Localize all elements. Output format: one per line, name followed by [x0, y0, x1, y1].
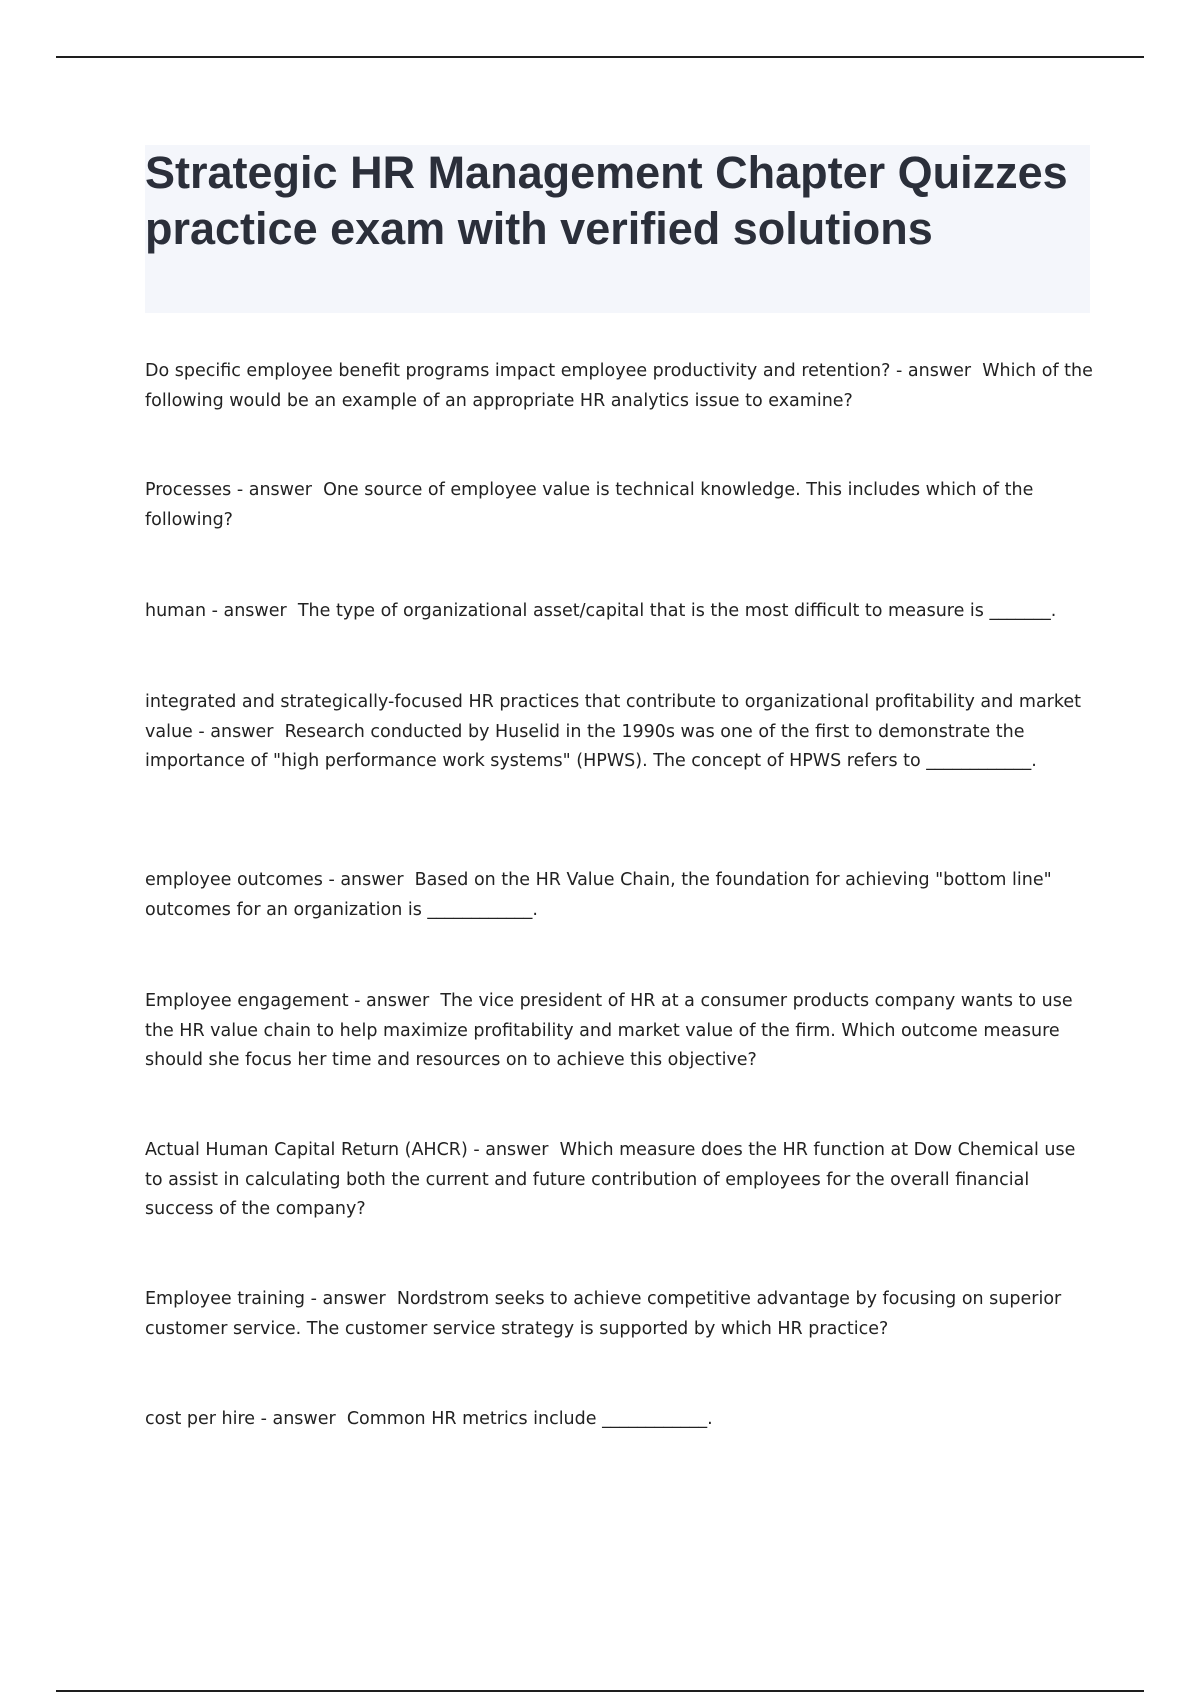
- qa-answer: Do specific employee benefit programs impact employee productivity and retention?: [145, 361, 891, 381]
- qa-item: [145, 688, 1095, 777]
- qa-question: Which of the following would be an example of an appropriate HR analytics issue to examine?: [145, 361, 1093, 411]
- title-banner: [145, 145, 1090, 313]
- qa-item: [145, 1285, 1095, 1344]
- qa-question: Which measure does the HR function at Dow Chemical use to assist in calculating both the current and future contribution of employees for the overall financial success of the company?: [145, 1140, 1076, 1219]
- qa-item: [145, 357, 1095, 416]
- qa-separator: - answer: [192, 721, 285, 742]
- qa-separator: - answer: [305, 1289, 397, 1309]
- qa-answer: Employee engagement: [145, 991, 349, 1011]
- qa-question: Research conducted by Huselid in the 1990s was one of the first to demonstrate the importance of "high performance work systems" (HPWS). The concept of HPWS refers to ____________.: [145, 721, 1037, 771]
- top-divider: [56, 56, 1144, 58]
- qa-question: One source of employee value is technical knowledge. This includes which of the following?: [145, 480, 1034, 530]
- qa-separator: - answer: [467, 1140, 560, 1160]
- qa-question: Common HR metrics include ____________.: [346, 1409, 713, 1429]
- qa-question: The vice president of HR at a consumer products company wants to use the HR value chain to help maximize profitability and market value of the firm. Which outcome measure should she focus her time and resources on to achieve this objective?: [145, 991, 1073, 1070]
- qa-answer: Actual Human Capital Return (AHCR): [145, 1140, 468, 1160]
- qa-question: Nordstrom seeks to achieve competitive advantage by focusing on superior customer service. The customer service strategy is supported by which HR practice?: [145, 1289, 1062, 1339]
- qa-item: [145, 866, 1095, 925]
- qa-separator: - answer: [322, 870, 415, 890]
- qa-answer: human: [145, 601, 207, 621]
- bottom-divider: [56, 1690, 1144, 1692]
- qa-answer: employee outcomes: [145, 870, 323, 890]
- document-title: Strategic HR Management Chapter Quizzes practice exam with verified solutions: [145, 147, 1068, 254]
- qa-separator: - answer: [348, 991, 441, 1011]
- qa-question: The type of organizational asset/capital that is the most difficult to measure is _______.: [297, 601, 1057, 621]
- qa-item: [145, 1405, 1095, 1435]
- qa-separator: - answer: [231, 480, 324, 500]
- qa-separator: - answer: [890, 361, 983, 381]
- qa-answer: Processes: [145, 480, 232, 500]
- qa-item: [145, 987, 1095, 1076]
- qa-item: [145, 476, 1095, 535]
- qa-answer: cost per hire: [145, 1409, 256, 1429]
- qa-answer: Employee training: [145, 1289, 306, 1309]
- qa-answer: integrated and strategically-focused HR practices that contribute to organizational profitability and market value: [145, 692, 1082, 742]
- qa-question: Based on the HR Value Chain, the foundation for achieving "bottom line" outcomes for an organization is ____________.: [145, 870, 1052, 920]
- qa-item: [145, 597, 1095, 627]
- qa-separator: - answer: [206, 601, 298, 621]
- qa-item: [145, 1136, 1095, 1225]
- qa-separator: - answer: [255, 1409, 347, 1429]
